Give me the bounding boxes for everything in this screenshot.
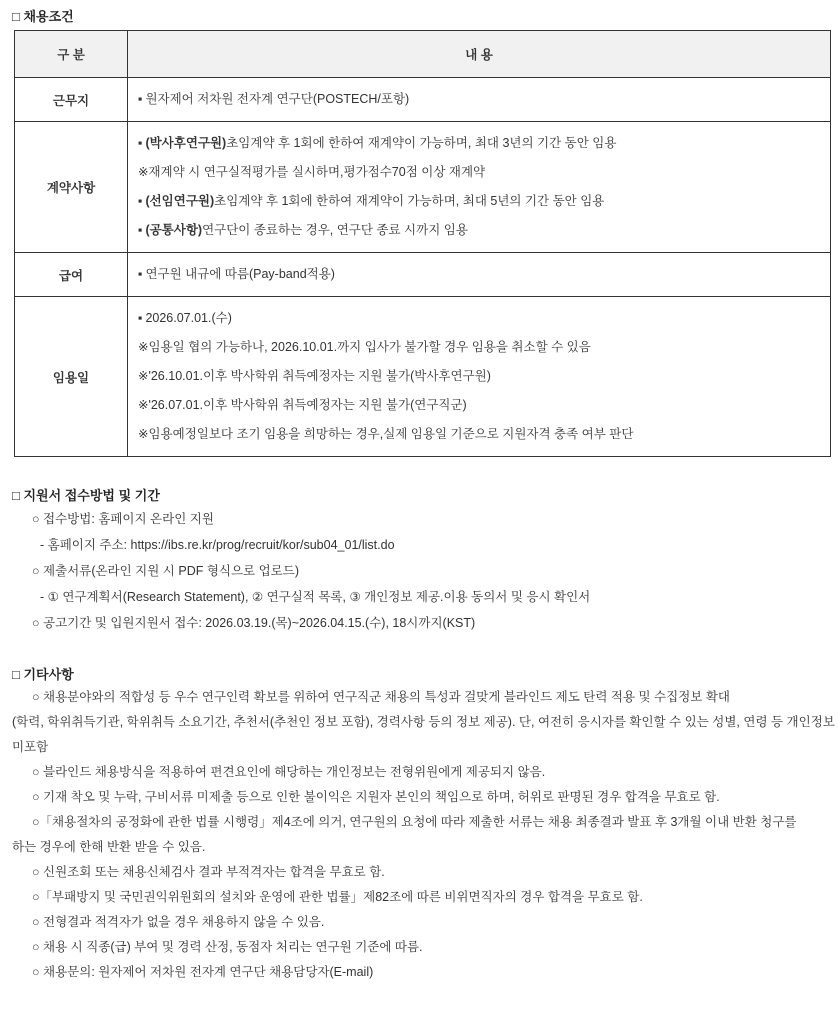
row-label-salary: 급여 (15, 253, 128, 297)
content-text: ※임용일 협의 가능하나, 2026.10.01.까지 입사가 불가할 경우 임용을 취소할 수 있음 (138, 340, 591, 354)
content-line (138, 391, 820, 420)
content-text: ※임용예정일보다 조기 임용을 희망하는 경우,실제 임용일 기준으로 지원자격 충족 여부 판단 (138, 427, 634, 441)
table-row-salary (15, 253, 831, 297)
content-text: 원자제어 저차원 전자계 연구단(POSTECH/포항) (145, 92, 410, 106)
column-header-category: 구 분 (15, 31, 128, 78)
content-line (138, 216, 820, 245)
section-heading-application-method: □ 지원서 접수방법 및 기간 (12, 488, 160, 503)
list-item: ○ 채용분야와의 적합성 등 우수 연구인력 확보를 위하여 연구직군 채용의 특성과 걸맞게 블라인드 제도 탄력 적용 및 수집정보 확대 (32, 690, 730, 704)
list-item: ○「채용절차의 공정화에 관한 법률 시행령」제4조에 의거, 연구원의 요청에 따라 제출한 서류는 채용 최종결과 발표 후 3개월 이내 반환 청구를 (32, 815, 797, 829)
content-text: 연구단이 종료하는 경우, 연구단 종료 시까지 임용 (202, 223, 468, 237)
list-item: ○「부패방지 및 국민권익위원회의 설치와 운영에 관한 법률」제82조에 따른 비위면직자의 경우 합격을 무효로 함. (32, 890, 643, 904)
recruitment-conditions-table (14, 30, 831, 457)
square-bullet: ▪ (138, 223, 143, 237)
content-bold: (선임연구원) (145, 194, 215, 208)
content-text: 초임계약 후 1회에 한하여 재계약이 가능하며, 최대 3년의 기간 동안 임용 (226, 136, 617, 150)
content-bold: (공통사항) (145, 223, 203, 237)
row-label-contract: 계약사항 (15, 122, 128, 253)
content-text: 2026.07.01.(수) (145, 311, 232, 325)
content-line (138, 260, 820, 289)
square-bullet: ▪ (138, 136, 143, 150)
content-text: ※재계약 시 연구실적평가를 실시하며,평가점수70점 이상 재계약 (138, 165, 486, 179)
row-content-workplace (128, 78, 831, 122)
section-heading-recruitment-conditions: □ 채용조건 (12, 9, 74, 24)
square-bullet: ▪ (138, 267, 143, 281)
row-label-workplace: 근무지 (15, 78, 128, 122)
content-line (138, 85, 820, 114)
list-item: ○ 채용문의: 원자제어 저차원 전자계 연구단 채용담당자(E-mail) (32, 965, 374, 979)
etc-section (12, 665, 835, 985)
table-row-appointment-date (15, 297, 831, 457)
list-item: - ① 연구계획서(Research Statement), ② 연구실적 목록, ③ 개인정보 제공.이용 동의서 및 응시 확인서 (40, 590, 591, 604)
content-text: ※'26.07.01.이후 박사학위 취득예정자는 지원 불가(연구직군) (138, 398, 467, 412)
content-text: ※'26.10.01.이후 박사학위 취득예정자는 지원 불가(박사후연구원) (138, 369, 491, 383)
square-bullet: ▪ (138, 194, 143, 208)
list-item: ○ 제출서류(온라인 지원 시 PDF 형식으로 업로드) (32, 564, 299, 578)
list-item-homepage-url: - 홈페이지 주소: https://ibs.re.kr/prog/recruit/kor/sub04_01/list.do (40, 538, 395, 552)
content-line (138, 129, 820, 158)
content-line (138, 304, 820, 333)
square-bullet: ▪ (138, 92, 143, 106)
content-line (138, 420, 820, 449)
content-line (138, 333, 820, 362)
content-line (138, 158, 820, 187)
content-line (138, 362, 820, 391)
application-method-section (12, 486, 832, 636)
square-bullet: ▪ (138, 311, 143, 325)
content-text: 초임계약 후 1회에 한하여 재계약이 가능하며, 최대 5년의 기간 동안 임용 (214, 194, 605, 208)
content-bold: (박사후연구원) (145, 136, 227, 150)
list-item-continuation: 미포함 (12, 740, 49, 754)
list-item: ○ 접수방법: 홈페이지 온라인 지원 (32, 512, 214, 526)
row-label-appointment-date: 임용일 (15, 297, 128, 457)
list-item: ○ 기재 착오 및 누락, 구비서류 미제출 등으로 인한 불이익은 지원자 본인의 책임으로 하며, 허위로 판명된 경우 합격을 무효로 함. (32, 790, 720, 804)
row-content-salary (128, 253, 831, 297)
list-item: ○ 신원조회 또는 채용신체검사 결과 부적격자는 합격을 무효로 함. (32, 865, 385, 879)
content-line (138, 187, 820, 216)
row-content-appointment-date (128, 297, 831, 457)
row-content-contract (128, 122, 831, 253)
list-item: ○ 블라인드 채용방식을 적용하여 편견요인에 해당하는 개인정보는 전형위원에게 제공되지 않음. (32, 765, 546, 779)
content-text: 연구원 내규에 따름(Pay-band적용) (145, 267, 335, 281)
table-row-workplace (15, 78, 831, 122)
list-item-continuation: (학력, 학위취득기관, 학위취득 소요기간, 추천서(추천인 정보 포함), 경력사항 등의 정보 제공). 단, 여전히 응시자를 확인할 수 있는 성별, 연령 등 개인정보 (12, 715, 835, 729)
table-row-contract (15, 122, 831, 253)
list-item-continuation: 하는 경우에 한해 반환 받을 수 있음. (12, 840, 206, 854)
table-header-row (15, 31, 831, 78)
list-item: ○ 전형결과 적격자가 없을 경우 채용하지 않을 수 있음. (32, 915, 325, 929)
list-item: ○ 채용 시 직종(급) 부여 및 경력 산정, 동점자 처리는 연구원 기준에 따름. (32, 940, 423, 954)
section-heading-etc: □ 기타사항 (12, 667, 74, 682)
list-item: ○ 공고기간 및 입원지원서 접수: 2026.03.19.(목)~2026.04.15.(수), 18시까지(KST) (32, 616, 476, 630)
column-header-content: 내 용 (128, 31, 831, 78)
